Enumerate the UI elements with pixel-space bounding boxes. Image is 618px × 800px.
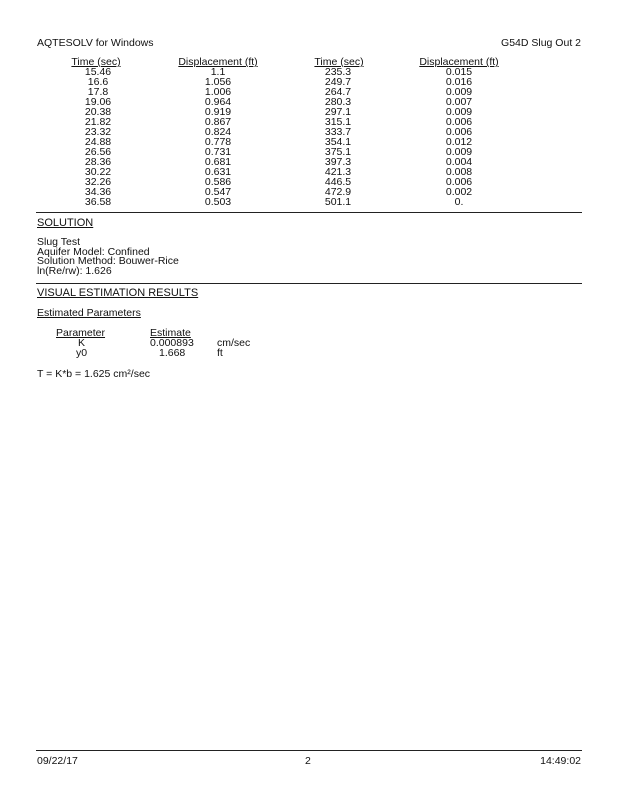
header-displacement-1: Displacement (ft) [178,56,258,68]
parameter-name: y0 [76,347,88,359]
table-cell: 0. [454,196,464,208]
table-cell: 0.681 [204,156,232,168]
table-cell: 0.015 [445,66,473,78]
table-cell: 23.32 [84,126,112,138]
table-cell: 34.36 [84,186,112,198]
table-cell: 24.88 [84,136,112,148]
table-cell: 0.002 [445,186,473,198]
table-cell: 30.22 [84,166,112,178]
parameter-unit: ft [217,347,223,359]
table-cell: 21.82 [84,116,112,128]
table-cell: 0.503 [204,196,232,208]
footer-divider [36,750,582,751]
app-title: AQTESOLV for Windows [37,37,154,49]
table-cell: 0.964 [204,96,232,108]
table-cell: 0.824 [204,126,232,138]
table-cell: 446.5 [324,176,352,188]
file-title: G54D Slug Out 2 [501,37,581,49]
table-cell: 1.006 [204,86,232,98]
table-cell: 0.919 [204,106,232,118]
table-cell: 16.6 [87,76,109,88]
table-cell: 264.7 [324,86,352,98]
table-cell: 0.012 [445,136,473,148]
estimated-parameters-heading: Estimated Parameters [37,307,141,319]
table-cell: 0.009 [445,86,473,98]
table-cell: 315.1 [324,116,352,128]
table-cell: 0.006 [445,176,473,188]
table-cell: 0.016 [445,76,473,88]
table-cell: 0.586 [204,176,232,188]
divider [36,283,582,284]
parameter-unit: cm/sec [217,337,251,349]
table-cell: 354.1 [324,136,352,148]
solution-line: Slug Test [37,236,80,248]
estimate-column-header: Estimate [150,327,191,339]
solution-line: Aquifer Model: Confined [37,245,150,258]
table-cell: 0.778 [204,136,232,148]
column-displacement-1 [205,67,231,207]
table-cell: 0.009 [445,146,473,158]
divider [36,212,582,213]
table-cell: 0.731 [204,146,232,158]
table-cell: 17.8 [87,86,109,98]
parameter-value: 1.668 [159,347,186,359]
table-cell: 36.58 [84,196,112,208]
table-cell: 0.867 [204,116,232,128]
solution-line: ln(Re/rw): 1.626 [37,264,112,277]
header-time-2: Time (sec) [314,56,364,68]
header-time-1: Time (sec) [71,56,121,68]
table-cell: 0.006 [445,126,473,138]
column-displacement-2 [446,67,472,207]
table-cell: 0.006 [445,116,473,128]
parameter-value: 0.000893 [150,337,194,349]
table-cell: 0.631 [204,166,232,178]
table-cell: 26.56 [84,146,112,158]
table-cell: 0.009 [445,106,473,118]
table-cell: 333.7 [324,126,352,138]
visual-estimation-heading: VISUAL ESTIMATION RESULTS [37,287,199,299]
parameter-column-header: Parameter [56,327,106,339]
table-cell: 1.1 [210,66,226,78]
footer-page-number: 2 [305,755,311,767]
table-cell: 249.7 [324,76,352,88]
table-cell: 20.38 [84,106,112,118]
solution-heading: SOLUTION [37,217,94,229]
column-time-2 [325,67,351,207]
table-cell: 0.004 [445,156,473,168]
table-cell: 421.3 [324,166,352,178]
table-cell: 0.007 [445,96,473,108]
header-displacement-2: Displacement (ft) [419,56,499,68]
table-cell: 280.3 [324,96,352,108]
table-cell: 375.1 [324,146,352,158]
table-cell: 0.008 [445,166,473,178]
footer-time: 14:49:02 [540,755,581,767]
column-time-1 [85,67,111,207]
table-cell: 297.1 [324,106,352,118]
table-cell: 1.056 [204,76,232,88]
table-cell: 397.3 [324,156,352,168]
table-cell: 0.547 [204,186,232,198]
footer-date: 09/22/17 [37,755,78,767]
table-cell: 15.46 [84,66,112,78]
parameter-name: K [78,337,86,349]
solution-line: Solution Method: Bouwer-Rice [37,255,179,267]
table-cell: 32.26 [84,176,112,188]
table-cell: 19.06 [84,96,112,108]
table-cell: 28.36 [84,156,112,168]
table-cell: 501.1 [324,196,352,208]
table-cell: 235.3 [324,66,352,78]
solution-details [37,238,179,276]
table-cell: 472.9 [324,186,352,198]
transmissivity-line: T = K*b = 1.625 cm²/sec [37,368,151,380]
